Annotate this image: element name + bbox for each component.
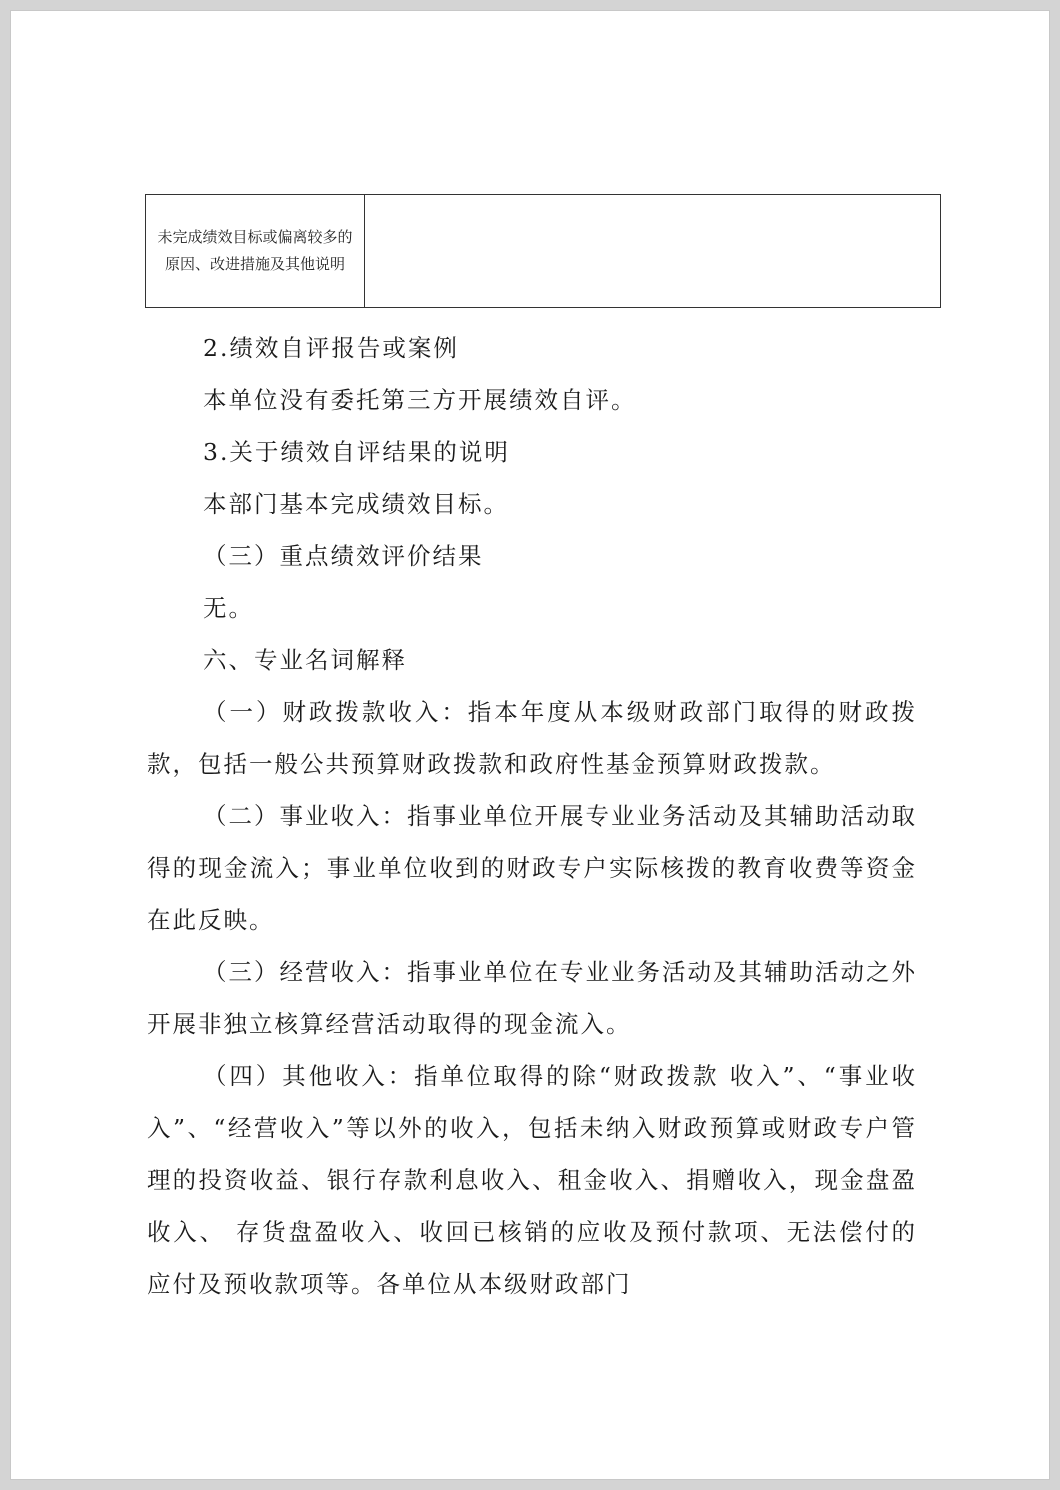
paragraph: 无。	[203, 594, 254, 622]
paragraph: 本单位没有委托第三方开展绩效自评。	[203, 386, 637, 414]
section-heading: 3.关于绩效自评结果的说明	[203, 438, 510, 466]
definition-paragraph: （二）事业收入：指事业单位开展专业业务活动及其辅助活动取得的现金流入；事业单位收到的财政专户实际核拨的教育收费等资金在此反映。	[147, 802, 917, 934]
remarks-table	[145, 194, 941, 308]
table-value-cell	[365, 195, 940, 307]
document-body	[147, 322, 917, 1310]
section-heading: （三）重点绩效评价结果	[203, 542, 484, 570]
paragraph: 本部门基本完成绩效目标。	[203, 490, 509, 518]
definition-paragraph: （一）财政拨款收入：指本年度从本级财政部门取得的财政拨款，包括一般公共预算财政拨款和政府性基金预算财政拨款。	[147, 698, 917, 778]
table-label-cell: 未完成绩效目标或偏离较多的原因、改进措施及其他说明	[146, 195, 365, 307]
section-heading: 2.绩效自评报告或案例	[203, 334, 459, 362]
definition-paragraph: （三）经营收入：指事业单位在专业业务活动及其辅助活动之外开展非独立核算经营活动取得的现金流入。	[147, 958, 917, 1038]
document-page	[10, 10, 1050, 1480]
chapter-heading: 六、专业名词解释	[203, 646, 407, 674]
definition-paragraph: （四）其他收入：指单位取得的除“财政拨款 收入”、“事业收入”、“经营收入”等以外的收入，包括未纳入财政预算或财政专户管理的投资收益、银行存款利息收入、租金收入、捐赠收入，现金盘盈收入、 存货盘盈收入、收回已核销的应收及预付款项、无法偿付的应付及预收款项等。各单位从本级财政部门	[147, 1062, 917, 1298]
